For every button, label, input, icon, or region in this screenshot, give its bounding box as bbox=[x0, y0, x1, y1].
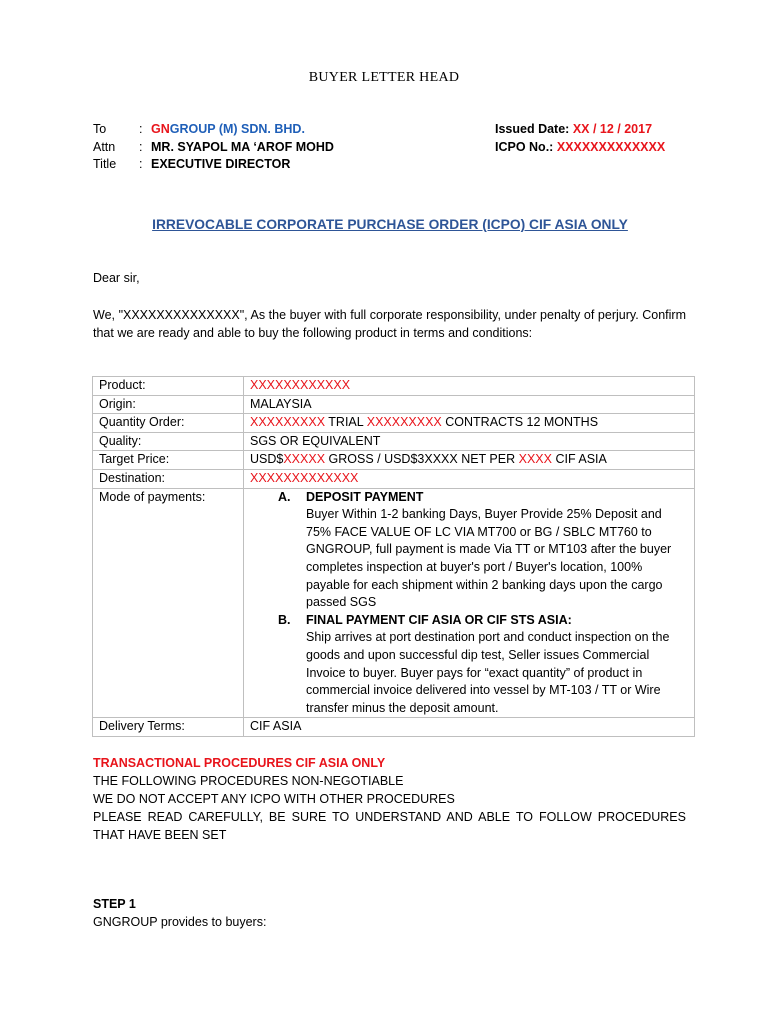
procedures-line: WE DO NOT ACCEPT ANY ICPO WITH OTHER PROCEDURES bbox=[93, 792, 455, 806]
attn-colon: : bbox=[139, 139, 143, 154]
quantity-trial-text: TRIAL bbox=[325, 415, 367, 430]
attn-row bbox=[93, 139, 334, 157]
to-label: To bbox=[93, 122, 107, 136]
table-row bbox=[93, 451, 695, 470]
letterhead: BUYER LETTER HEAD bbox=[308, 70, 460, 85]
table-row bbox=[93, 414, 695, 433]
price-gross-amount: XXXXX bbox=[283, 452, 326, 467]
price-currency: USD$ bbox=[250, 452, 284, 467]
intro-paragraph: We, "XXXXXXXXXXXXXX", As the buyer with full corporate responsibility, under penalty of perjury. Confirm that we are ready and able to buy the following product in terms and conditions: bbox=[93, 308, 686, 340]
recipient-block bbox=[93, 121, 334, 174]
product-value: XXXXXXXXXXXX bbox=[244, 377, 695, 396]
delivery-terms-value: CIF ASIA bbox=[244, 718, 695, 737]
payment-mode-value bbox=[244, 488, 695, 718]
table-row bbox=[93, 469, 695, 488]
origin-value: MALAYSIA bbox=[244, 395, 695, 414]
to-colon: : bbox=[139, 122, 143, 136]
issued-date-label: Issued Date: bbox=[495, 122, 573, 136]
procedures-title: TRANSACTIONAL PROCEDURES CIF ASIA ONLY bbox=[93, 756, 386, 770]
option-b-letter: B. bbox=[278, 612, 291, 627]
target-price-label: Target Price: bbox=[93, 451, 244, 470]
title-row bbox=[93, 156, 334, 174]
option-a-body bbox=[306, 489, 688, 612]
attn-label: Attn bbox=[93, 139, 116, 154]
table-row bbox=[93, 718, 695, 737]
to-value-prefix: GN bbox=[151, 122, 170, 136]
option-a-letter: A. bbox=[278, 489, 291, 504]
quality-label: Quality: bbox=[93, 432, 244, 451]
payment-mode-label: Mode of payments: bbox=[93, 488, 244, 718]
title-value: EXECUTIVE DIRECTOR bbox=[151, 157, 291, 171]
icpo-number-label: ICPO No.: bbox=[495, 139, 557, 154]
table-row bbox=[93, 395, 695, 414]
quantity-trial-amount: XXXXXXXXX bbox=[250, 415, 326, 430]
icpo-number-value: XXXXXXXXXXXXX bbox=[556, 139, 666, 154]
option-b-title: FINAL PAYMENT CIF ASIA OR CIF STS ASIA: bbox=[306, 612, 572, 627]
icpo-number-row bbox=[495, 139, 665, 157]
title-label: Title bbox=[93, 157, 117, 171]
attn-value: MR. SYAPOL MA ‘AROF MOHD bbox=[151, 139, 334, 154]
option-a-text: Buyer Within 1-2 banking Days, Buyer Provide 25% Deposit and 75% FACE VALUE OF LC VIA MT700 or BG / SBLC MT760 to GNGROUP, full payment is made Via TT or MT103 after the buyer completes inspection at buyer's port / Buyer's location, 100% payable for each shipment within 2 banking days upon the cargo passed SGS bbox=[306, 507, 672, 610]
destination-value: XXXXXXXXXXXXX bbox=[244, 469, 695, 488]
purchase-spec-table bbox=[92, 376, 695, 737]
option-a-title: DEPOSIT PAYMENT bbox=[306, 489, 424, 504]
quantity-contract-amount: XXXXXXXXX bbox=[366, 415, 442, 430]
price-net-text: GROSS / USD$3XXXX NET PER bbox=[325, 452, 519, 467]
to-row bbox=[93, 121, 334, 139]
option-b-text: Ship arrives at port destination port and conduct inspection on the goods and upon successful dip test, Seller issues Commercial Invoice to buyer. Buyer pays for “exact quantity” of product in commercial invoice delivered into vessel by MT-103 / TT or Wire transfer minus the deposit amount. bbox=[306, 630, 670, 715]
issued-date-row bbox=[495, 121, 665, 139]
target-price-value bbox=[244, 451, 695, 470]
price-unit: XXXX bbox=[518, 452, 552, 467]
price-terms: CIF ASIA bbox=[551, 452, 607, 467]
delivery-terms-label: Delivery Terms: bbox=[93, 718, 244, 737]
order-meta-block bbox=[495, 121, 665, 156]
salutation: Dear sir, bbox=[93, 271, 140, 285]
procedures-section bbox=[93, 754, 686, 844]
payment-option-a bbox=[250, 489, 688, 612]
to-value-rest: GROUP (M) SDN. BHD. bbox=[169, 122, 305, 136]
procedures-line: PLEASE READ CAREFULLY, BE SURE TO UNDERSTAND AND ABLE TO FOLLOW PROCEDURES THAT HAVE BEEN SET bbox=[93, 810, 686, 842]
table-row bbox=[93, 377, 695, 396]
product-label: Product: bbox=[93, 377, 244, 396]
to-value bbox=[151, 121, 305, 139]
origin-label: Origin: bbox=[93, 395, 244, 414]
quantity-contract-text: CONTRACTS 12 MONTHS bbox=[441, 415, 599, 430]
option-b-body bbox=[306, 612, 688, 718]
table-row bbox=[93, 488, 695, 718]
procedures-line: THE FOLLOWING PROCEDURES NON-NEGOTIABLE bbox=[93, 774, 404, 788]
quality-value: SGS OR EQUIVALENT bbox=[244, 432, 695, 451]
step-title: STEP 1 bbox=[93, 897, 136, 911]
quantity-value bbox=[244, 414, 695, 433]
issued-date-value: XX / 12 / 2017 bbox=[572, 122, 653, 136]
quantity-label: Quantity Order: bbox=[93, 414, 244, 433]
title-colon: : bbox=[139, 157, 143, 171]
destination-label: Destination: bbox=[93, 469, 244, 488]
document-title: IRREVOCABLE CORPORATE PURCHASE ORDER (ICPO) CIF ASIA ONLY bbox=[152, 217, 628, 232]
table-row bbox=[93, 432, 695, 451]
payment-option-b bbox=[250, 612, 688, 718]
step-description: GNGROUP provides to buyers: bbox=[93, 915, 267, 929]
